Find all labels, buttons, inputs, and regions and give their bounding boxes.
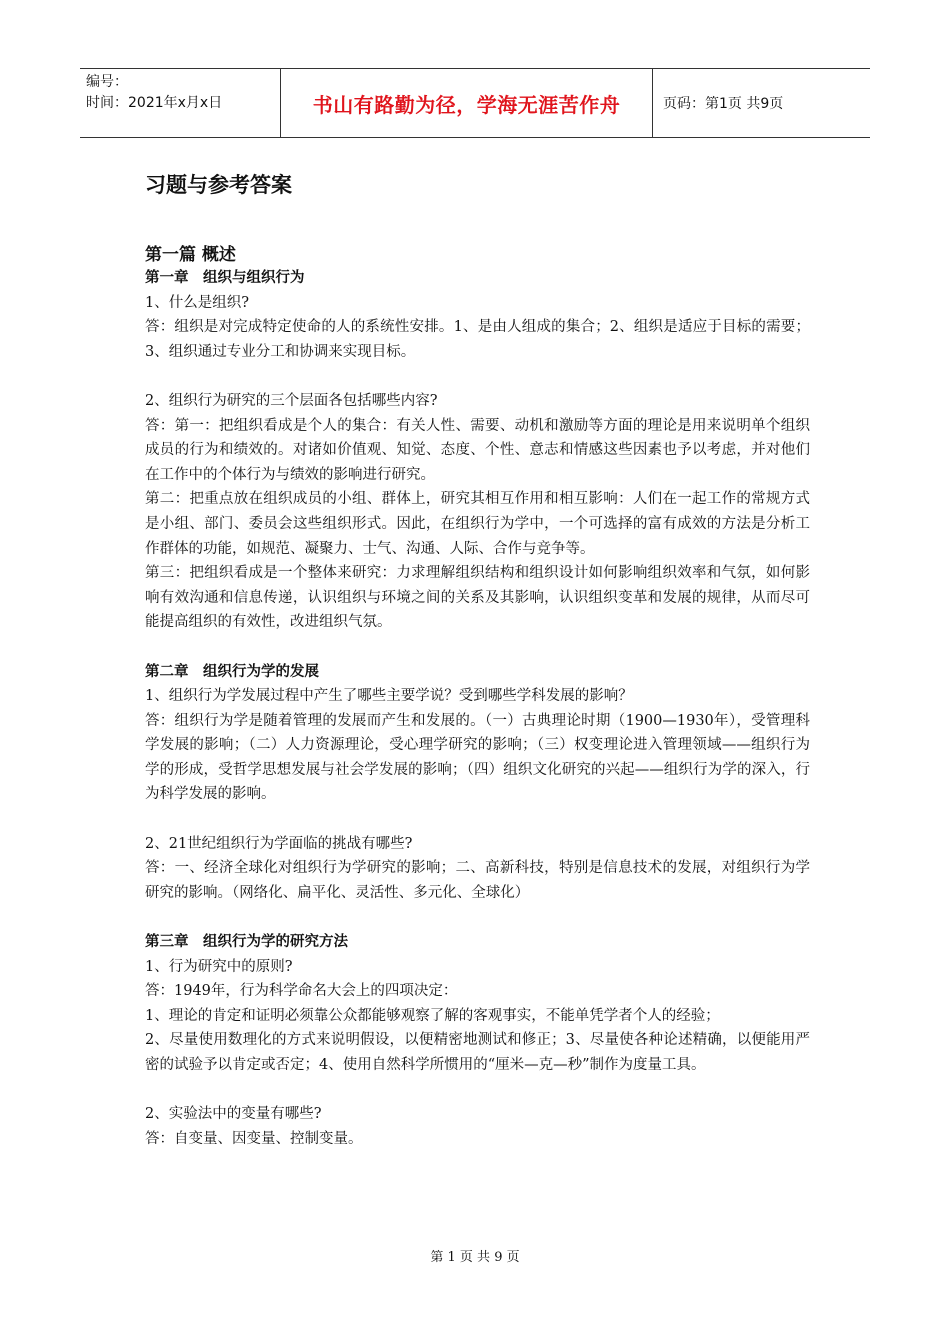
header-motto-cell: [280, 69, 653, 137]
time-label: 时间：2021年x月x日: [86, 95, 223, 111]
number-label: 编号：: [86, 74, 128, 90]
answer: 第二：把重点放在组织成员的小组、群体上，研究其相互作用和相互影响：人们在一起工作的常规方式是小组、部门、委员会这些组织形式。因此，在组织行为学中，一个可选择的富有成效的方法是分析工作群体的功能，如规范、凝聚力、士气、沟通、人际、合作与竞争等。: [145, 491, 810, 557]
answer: 2、尽量使用数理化的方式来说明假设，以便精密地测试和修正；3、尽量使各种论述精确，以便能用严密的试验予以肯定或否定；4、使用自然科学所惯用的“厘米—克—秒”制作为度量工具。: [145, 1032, 810, 1073]
page-header: [80, 68, 870, 138]
document-title: 习题与参考答案: [145, 173, 292, 197]
answer: 答：自变量、因变量、控制变量。: [145, 1130, 363, 1147]
motto-text: 书山有路勤为径，学海无涯苦作舟: [312, 92, 621, 117]
answer: 答：1949年，行为科学命名大会上的四项决定：: [145, 983, 458, 1000]
question: 1、行为研究中的原则?: [145, 958, 293, 975]
answer: 第三：把组织看成是一个整体来研究：力求理解组织结构和组织设计如何影响组织效率和气氛，如何影响有效沟通和信息传递，认识组织与环境之间的关系及其影响，认识组织变革和发展的规律，从而尽可能提高组织的有效性，改进组织气氛。: [145, 565, 810, 631]
answer: 答：组织行为学是随着管理的发展而产生和发展的。（一）古典理论时期（1900—1930年），受管理科学发展的影响；（二）人力资源理论，受心理学研究的影响；（三）权变理论进入管理领域——组织行为学的形成，受哲学思想发展与社会学发展的影响；（四）组织文化研究的兴起——组织行为学的深入，行为科学发展的影响。: [145, 712, 810, 803]
chapter-2-heading: 第二章 组织行为学的发展: [145, 663, 319, 680]
question: 1、什么是组织?: [145, 294, 249, 311]
answer: 答：组织是对完成特定使命的人的系统性安排。1、是由人组成的集合；2、组织是适应于目标的需要；3、组织通过专业分工和协调来实现目标。: [145, 319, 810, 360]
question: 2、组织行为研究的三个层面各包括哪些内容?: [145, 392, 438, 409]
chapter-1-heading: 第一章 组织与组织行为: [145, 270, 305, 286]
question: 2、21世纪组织行为学面临的挑战有哪些?: [145, 835, 413, 852]
header-meta: [80, 69, 280, 137]
page-footer: 第 1 页 共 9 页: [430, 1250, 520, 1265]
answer: 1、理论的肯定和证明必须靠公众都能够观察了解的客观事实，不能单凭学者个人的经验；: [145, 1007, 720, 1024]
header-page-code: [653, 69, 870, 137]
question: 1、组织行为学发展过程中产生了哪些主要学说？受到哪些学科发展的影响？: [145, 688, 633, 705]
answer: 答：一、经济全球化对组织行为学研究的影响；二、高新科技，特别是信息技术的发展，对组织行为学研究的影响。（网络化、扁平化、灵活性、多元化、全球化）: [145, 860, 810, 901]
page-code-text: 页码：第1页 共9页: [663, 96, 784, 112]
chapter-3-heading: 第三章 组织行为学的研究方法: [145, 934, 348, 951]
document-body: [145, 170, 810, 1151]
question: 2、实验法中的变量有哪些?: [145, 1106, 322, 1123]
part-heading: 第一篇 概述: [145, 245, 236, 265]
answer: 答：第一：把组织看成是个人的集合：有关人性、需要、动机和激励等方面的理论是用来说明单个组织成员的行为和绩效的。对诸如价值观、知觉、态度、个性、意志和情感这些因素也予以考虑，并对他们在工作中的个体行为与绩效的影响进行研究。: [145, 417, 810, 483]
